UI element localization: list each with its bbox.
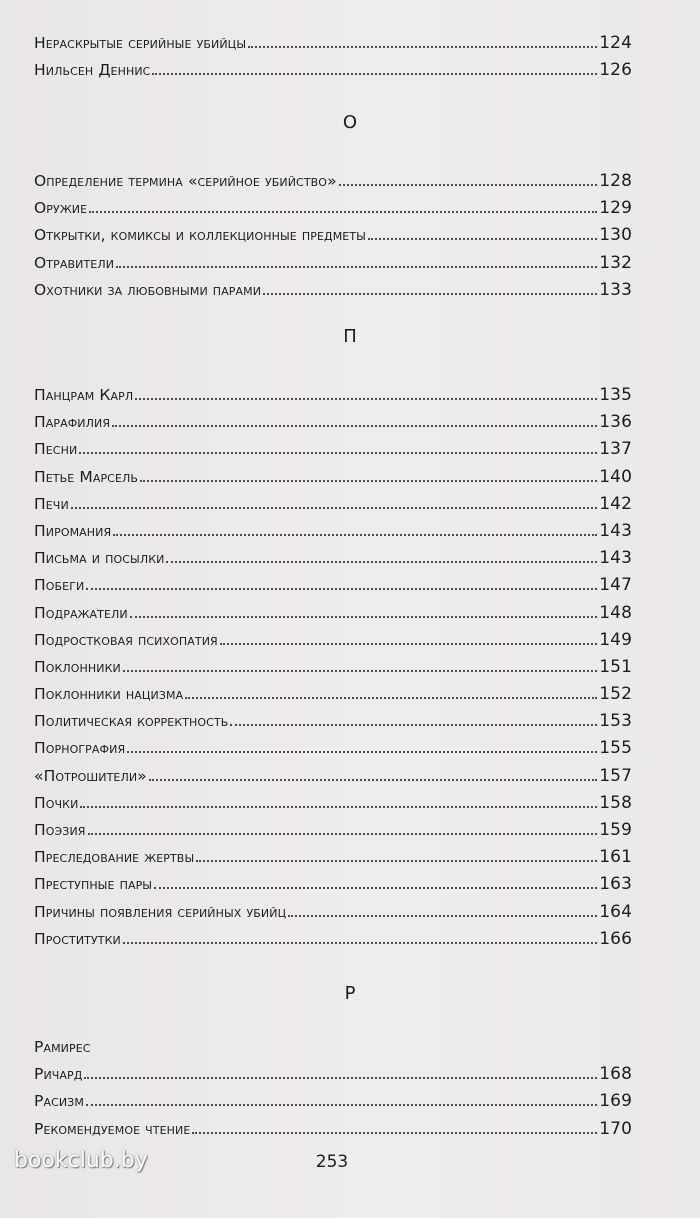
entry-page: 161: [599, 847, 632, 868]
entry-title: Охотники за любовными парами: [34, 280, 262, 299]
entry-title: Панцрам Карл: [34, 386, 134, 404]
toc-section-o: [34, 168, 632, 304]
dot-leader: [88, 833, 598, 835]
entry-page: 164: [599, 901, 632, 922]
dot-leader: [140, 480, 597, 482]
toc-entry: [34, 30, 632, 57]
entry-page: 158: [599, 792, 632, 813]
entry-page: 152: [599, 684, 632, 705]
toc-entry: [34, 627, 632, 654]
section-letter: Р: [344, 983, 356, 1004]
dot-leader: [192, 1132, 597, 1134]
entry-title: Песни: [34, 440, 78, 459]
toc-section-r: [34, 1034, 632, 1143]
entry-page: 147: [599, 575, 632, 596]
dot-leader: [154, 887, 597, 889]
toc-entry: [34, 518, 632, 545]
entry-title: «Потрошители»: [34, 766, 147, 785]
toc-entry: [34, 409, 632, 436]
entry-title: Пиромания: [34, 521, 112, 540]
entry-page: 166: [599, 928, 632, 949]
entry-title: Причины появления серийных убийц: [34, 902, 287, 921]
dot-leader: [113, 534, 597, 536]
entry-title: Поклонники: [34, 657, 121, 676]
toc-entry: [34, 222, 632, 249]
entry-title: Подражатели: [34, 603, 128, 622]
entry-page: 135: [599, 385, 632, 405]
dot-leader: [80, 806, 597, 808]
toc-entry: [34, 600, 632, 627]
toc-entry: [34, 1088, 632, 1115]
toc-entry: [34, 708, 632, 735]
dot-leader: [116, 266, 597, 268]
page-number: 253: [315, 1152, 349, 1172]
entry-page: 133: [599, 279, 632, 300]
toc-entry: [34, 899, 632, 926]
entry-title: Открытки, комиксы и коллекционные предметы: [34, 226, 366, 245]
dot-leader: [135, 398, 597, 400]
entry-page: 163: [599, 874, 632, 895]
entry-title: Петье Марсель: [34, 467, 139, 486]
entry-page: 126: [599, 60, 632, 81]
toc-entry: [34, 464, 632, 491]
toc-entry: [34, 735, 632, 762]
toc-entry: [34, 545, 632, 572]
entry-page: 149: [599, 629, 632, 650]
entry-title: Ричард: [34, 1065, 83, 1084]
entry-title: Поклонники нацизма: [34, 685, 184, 704]
toc-entry: [34, 168, 632, 195]
entry-title: Оружие: [34, 199, 88, 218]
entry-page: 140: [599, 466, 632, 487]
dot-leader: [230, 724, 597, 726]
entry-title: Печи: [34, 494, 69, 513]
entry-title: Определение термина «серийное убийство»: [34, 172, 337, 190]
toc-entry: [34, 844, 632, 871]
entry-title: Парафилия: [34, 413, 111, 432]
entry-page: 143: [599, 548, 632, 569]
dot-leader: [79, 452, 597, 454]
toc-entry: [34, 382, 632, 409]
toc-entry: [34, 817, 632, 844]
dot-leader: [263, 293, 597, 295]
entry-title: Отравители: [34, 253, 115, 272]
toc-entry: [34, 1034, 632, 1061]
toc-entry: [34, 57, 632, 84]
entry-page: 169: [599, 1091, 632, 1112]
entry-title: Побеги: [34, 576, 85, 595]
entry-page: 142: [599, 493, 632, 514]
dot-leader: [149, 779, 597, 781]
dot-leader: [288, 915, 597, 917]
dot-leader: [339, 184, 598, 186]
section-letter: П: [343, 326, 357, 347]
entry-title: Почки: [34, 793, 79, 812]
dot-leader: [220, 643, 597, 645]
toc-section-n: [34, 30, 632, 84]
entry-page: 136: [599, 412, 632, 433]
dot-leader: [86, 1104, 597, 1106]
entry-page: 148: [599, 602, 632, 623]
dot-leader: [196, 860, 597, 862]
entry-title: Преступные пары: [34, 875, 153, 894]
entry-title: Нераскрытые серийные убийцы: [34, 34, 247, 52]
toc-entry: [34, 926, 632, 953]
entry-page: 128: [599, 171, 632, 191]
entry-page: 170: [599, 1118, 632, 1139]
toc-entry: [34, 871, 632, 898]
entry-title: Нильсен Деннис: [34, 61, 151, 80]
entry-title: Рамирес: [34, 1038, 91, 1056]
entry-title: Порнография: [34, 739, 126, 758]
dot-leader: [86, 588, 597, 590]
entry-page: 151: [599, 656, 632, 677]
toc-entry: [34, 436, 632, 463]
toc-entry: [34, 681, 632, 708]
entry-title: Политическая корректность: [34, 712, 229, 731]
dot-leader: [130, 616, 598, 618]
entry-page: 124: [599, 33, 632, 53]
toc-entry: [34, 572, 632, 599]
entry-title: Проститутки: [34, 929, 121, 948]
entry-page: 168: [599, 1064, 632, 1085]
entry-page: 130: [599, 225, 632, 246]
entry-page: 137: [599, 439, 632, 460]
entry-page: 155: [599, 738, 632, 759]
dot-leader: [185, 697, 597, 699]
entry-page: 132: [599, 252, 632, 273]
entry-title: Рекомендуемое чтение: [34, 1119, 191, 1138]
section-letter: О: [342, 112, 358, 133]
toc-entry: [34, 195, 632, 222]
dot-leader: [84, 1077, 597, 1079]
site-watermark: bookclub.by: [14, 1148, 148, 1173]
entry-title: Подростковая психопатия: [34, 630, 218, 649]
entry-page: 153: [599, 711, 632, 732]
toc-entry: [34, 250, 632, 277]
dot-leader: [123, 942, 597, 944]
entry-title: Преследование жертвы: [34, 848, 195, 867]
dot-leader: [166, 561, 597, 563]
entry-page: 159: [599, 820, 632, 840]
entry-page: 129: [599, 198, 632, 219]
dot-leader: [71, 507, 597, 509]
dot-leader: [123, 670, 597, 672]
entry-title: Расизм: [34, 1092, 84, 1111]
dot-leader: [368, 238, 597, 240]
toc-entry: [34, 491, 632, 518]
dot-leader: [248, 46, 597, 48]
dot-leader: [127, 751, 597, 753]
entry-page: 157: [599, 765, 632, 786]
entry-page: 143: [599, 520, 632, 541]
dot-leader: [89, 211, 597, 213]
toc-entry: [34, 763, 632, 790]
dot-leader: [152, 73, 597, 75]
entry-title: Поэзия: [34, 821, 86, 839]
entry-title: Письма и посылки: [34, 549, 165, 568]
toc-entry: [34, 1116, 632, 1143]
toc-entry: [34, 654, 632, 681]
toc-entry: [34, 790, 632, 817]
toc-entry: [34, 1061, 632, 1088]
dot-leader: [112, 425, 597, 427]
toc-entry: [34, 277, 632, 304]
toc-section-p: [34, 382, 632, 953]
